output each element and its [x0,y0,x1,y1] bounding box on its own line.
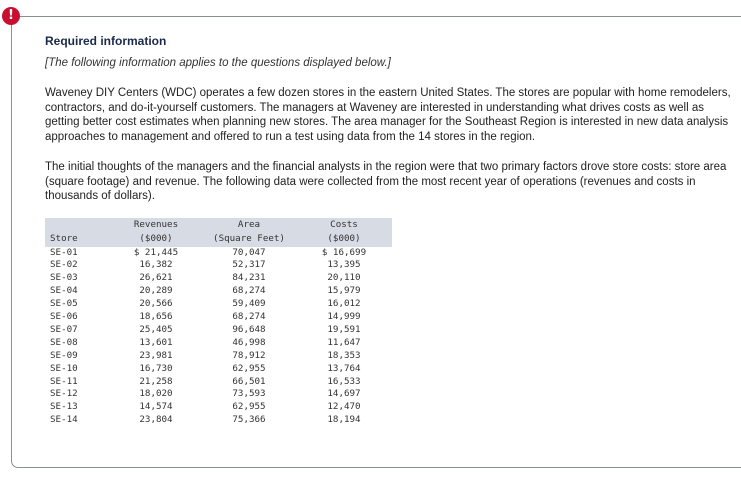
cell-costs: 16,012 [327,298,361,310]
cell-revenues: 13,601 [139,336,173,348]
cell-costs: 14,999 [327,311,361,323]
cell-costs: 13,764 [327,362,361,374]
cell-costs: 14,697 [327,388,361,400]
cell-area: 59,409 [232,298,266,310]
cell-store: SE-01 [50,246,78,258]
cell-revenues: 26,621 [139,272,173,284]
cell-costs: $ 16,699 [321,246,367,258]
cell-store: SE-10 [50,362,78,374]
table-row [45,376,392,389]
cell-area: 75,366 [232,414,266,426]
cell-revenues: 23,804 [139,414,173,426]
cell-area: 84,231 [232,272,266,284]
cell-area: 68,274 [232,311,266,323]
table-header-row [45,218,392,233]
table-row [45,272,392,285]
cell-costs: 18,353 [327,349,361,361]
table-body [45,247,392,428]
cell-area: 52,317 [232,259,266,271]
header-costs-unit: ($000) [296,232,392,247]
cell-costs: 13,395 [327,259,361,271]
table-row [45,388,392,401]
cell-revenues: 23,981 [139,349,173,361]
cell-revenues: 20,566 [139,298,173,310]
cell-store: SE-05 [50,298,78,310]
cell-store: SE-13 [50,401,78,413]
cell-revenues: 25,405 [139,323,173,335]
cell-store: SE-14 [50,414,78,426]
table-row [45,285,392,298]
cell-store: SE-02 [50,259,78,271]
header-revenues: Revenues [110,218,202,233]
table-row [45,350,392,363]
header-revenues-unit: ($000) [110,232,202,247]
cell-area: 70,047 [232,246,266,258]
cell-revenues: 18,656 [139,311,173,323]
cell-area: 68,274 [232,285,266,297]
cell-revenues: 21,258 [139,375,173,387]
intro-paragraph: Waveney DIY Centers (WDC) operates a few dozen stores in the eastern United States. The stores are popular with home remodelers, contractors, and do-it-yourself customers. The managers at Waveney are interested in understanding what drives costs as well as getting better cost estimates when planning new stores. The area manager for the Southeast Region is interested in new data analysis approaches to management and offered to run a test using data from the 14 stores in the region. [45,87,731,143]
table-row [45,298,392,311]
cell-revenues: 16,730 [139,362,173,374]
cell-store: SE-06 [50,311,78,323]
cell-revenues: 18,020 [139,388,173,400]
alert-icon: ! [2,7,20,25]
cell-costs: 20,110 [327,272,361,284]
cell-revenues: 20,289 [139,285,173,297]
header-store: Store [45,218,110,247]
table-row [45,363,392,376]
header-costs: Costs [296,218,392,233]
cell-store: SE-09 [50,349,78,361]
required-information-title: Required information [45,34,167,48]
cell-revenues: 16,382 [139,259,173,271]
cell-costs: 18,194 [327,414,361,426]
cell-costs: 19,591 [327,323,361,335]
applies-note: [The following information applies to the questions displayed below.] [45,57,391,69]
table-row [45,259,392,272]
factors-paragraph: The initial thoughts of the managers and the financial analysts in the region were that two primary factors drove store costs: store area (square footage) and revenue. The following data were collected from the most recent year of operations (revenues and costs in thousands of dollars). [45,161,727,202]
table-row [45,337,392,350]
cell-area: 66,501 [232,375,266,387]
cell-area: 46,998 [232,336,266,348]
cell-store: SE-11 [50,375,78,387]
table-row [45,414,392,427]
cell-store: SE-07 [50,323,78,335]
cell-area: 73,593 [232,388,266,400]
cell-area: 78,912 [232,349,266,361]
cell-store: SE-03 [50,272,78,284]
table-row [45,311,392,324]
table-row [45,401,392,414]
cell-costs: 15,979 [327,285,361,297]
cell-costs: 16,533 [327,375,361,387]
cell-revenues: $ 21,445 [133,246,179,258]
header-area-unit: (Square Feet) [202,232,296,247]
cell-costs: 12,470 [327,401,361,413]
cell-store: SE-08 [50,336,78,348]
table-row [45,324,392,337]
cell-store: SE-12 [50,388,78,400]
cell-costs: 11,647 [327,336,361,348]
info-content [45,34,735,427]
table-row [45,247,392,260]
cell-area: 62,955 [232,362,266,374]
store-data-table [45,218,392,428]
cell-store: SE-04 [50,285,78,297]
header-area: Area [202,218,296,233]
cell-revenues: 14,574 [139,401,173,413]
cell-area: 96,648 [232,323,266,335]
cell-area: 62,955 [232,401,266,413]
